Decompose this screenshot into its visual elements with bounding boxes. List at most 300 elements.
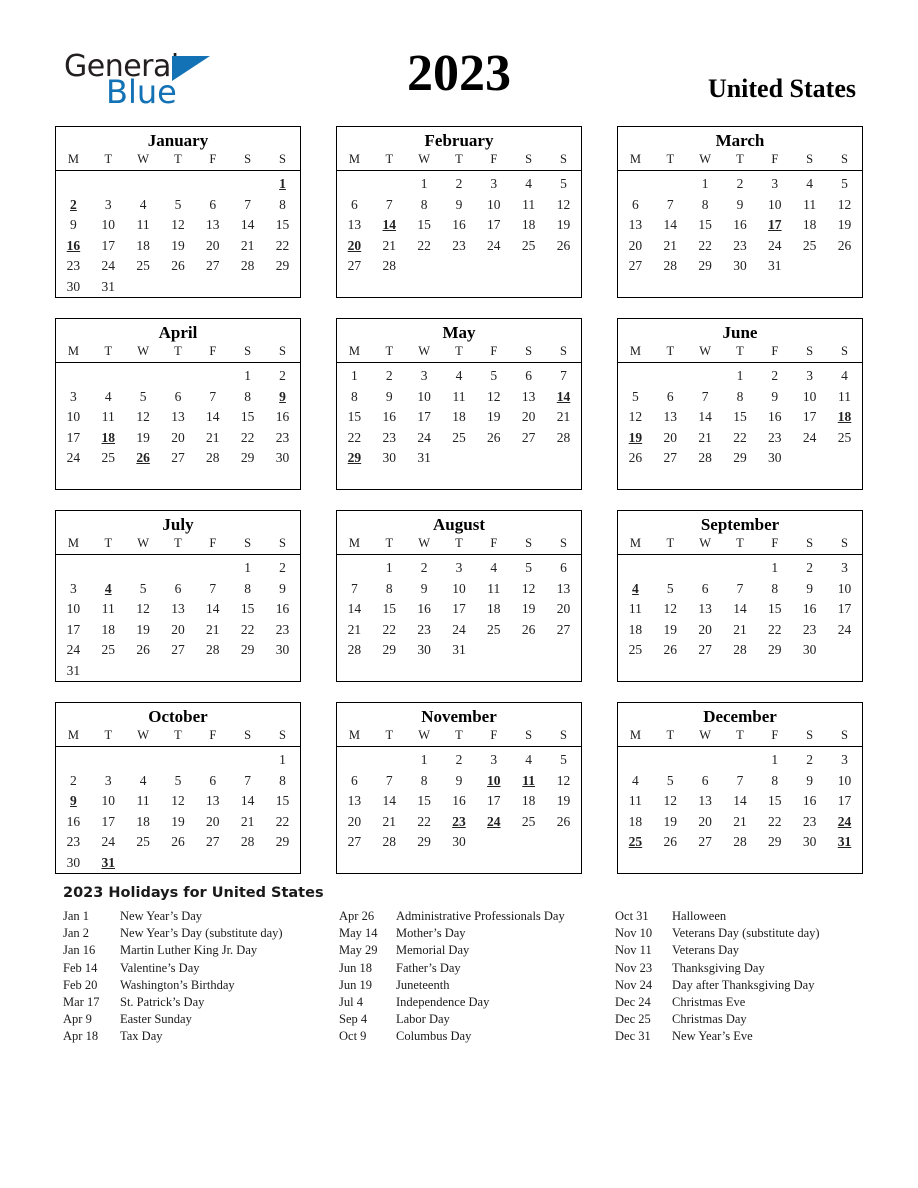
day-cell[interactable]: 5 <box>560 752 567 767</box>
month-block-january[interactable] <box>55 126 301 298</box>
day-cell-holiday[interactable]: 16 <box>66 237 81 253</box>
day-cell[interactable]: 23 <box>802 813 817 829</box>
day-cell[interactable]: 31 <box>417 450 431 465</box>
day-cell[interactable]: 14 <box>206 601 220 616</box>
day-cell[interactable]: 11 <box>838 388 852 404</box>
day-cell[interactable]: 28 <box>382 834 397 849</box>
day-cell[interactable]: 23 <box>66 258 81 273</box>
day-cell[interactable]: 4 <box>139 196 147 212</box>
day-cell[interactable]: 6 <box>560 560 567 575</box>
day-cell[interactable]: 29 <box>382 642 397 657</box>
day-cell[interactable]: 3 <box>841 560 848 575</box>
day-cell[interactable]: 5 <box>666 580 674 596</box>
day-cell[interactable]: 19 <box>171 237 185 253</box>
day-cell[interactable]: 1 <box>279 752 286 767</box>
day-cell[interactable]: 22 <box>768 621 782 637</box>
day-cell[interactable]: 6 <box>174 388 182 404</box>
day-cell[interactable]: 30 <box>417 642 431 657</box>
day-cell[interactable]: 11 <box>803 196 817 212</box>
day-cell[interactable]: 13 <box>556 580 571 596</box>
day-cell[interactable]: 7 <box>385 196 393 212</box>
day-cell[interactable]: 18 <box>521 793 536 808</box>
day-cell[interactable]: 26 <box>663 834 678 849</box>
day-cell[interactable]: 1 <box>771 560 779 575</box>
day-cell[interactable]: 12 <box>628 409 643 424</box>
day-cell[interactable]: 28 <box>240 834 255 849</box>
day-cell[interactable]: 24 <box>837 621 852 637</box>
day-cell[interactable]: 16 <box>733 217 747 232</box>
day-cell[interactable]: 2 <box>806 752 814 767</box>
month-block-december[interactable] <box>617 702 863 874</box>
day-cell[interactable]: 31 <box>768 258 782 273</box>
day-cell-holiday[interactable]: 18 <box>101 429 116 445</box>
day-cell[interactable]: 10 <box>101 217 116 232</box>
day-cell[interactable]: 8 <box>351 388 358 404</box>
day-cell[interactable]: 21 <box>206 621 220 637</box>
day-cell[interactable]: 12 <box>556 196 571 212</box>
day-cell[interactable]: 22 <box>240 429 255 445</box>
day-cell[interactable]: 29 <box>417 834 431 849</box>
day-cell[interactable]: 17 <box>802 409 817 424</box>
day-cell[interactable]: 12 <box>521 580 536 596</box>
day-cell[interactable]: 6 <box>632 196 639 212</box>
day-cell-holiday[interactable]: 23 <box>452 813 466 829</box>
day-cell[interactable]: 3 <box>806 368 814 383</box>
day-cell[interactable]: 4 <box>104 388 112 404</box>
day-cell[interactable]: 28 <box>733 642 747 657</box>
day-cell[interactable]: 2 <box>70 772 77 788</box>
day-cell[interactable]: 14 <box>663 217 678 232</box>
day-cell-holiday[interactable]: 10 <box>487 772 501 788</box>
day-cell[interactable]: 8 <box>701 196 709 212</box>
day-cell[interactable]: 5 <box>666 772 674 788</box>
day-cell-holiday[interactable]: 14 <box>382 217 397 232</box>
day-cell[interactable]: 11 <box>136 217 150 232</box>
day-cell[interactable]: 29 <box>768 834 782 849</box>
day-cell[interactable]: 24 <box>768 237 782 253</box>
day-cell[interactable]: 15 <box>240 601 255 616</box>
day-cell[interactable]: 26 <box>837 237 852 253</box>
day-cell[interactable]: 15 <box>347 409 362 424</box>
day-cell[interactable]: 23 <box>733 237 747 253</box>
day-cell-holiday[interactable]: 14 <box>556 388 571 404</box>
day-cell[interactable]: 7 <box>209 388 217 404</box>
day-cell[interactable]: 10 <box>837 772 852 788</box>
day-cell[interactable]: 3 <box>104 196 112 212</box>
day-cell[interactable]: 7 <box>736 580 744 596</box>
day-cell[interactable]: 24 <box>66 642 81 657</box>
day-cell[interactable]: 27 <box>206 834 220 849</box>
day-cell[interactable]: 23 <box>452 237 466 253</box>
day-cell[interactable]: 17 <box>66 621 81 637</box>
day-cell[interactable]: 6 <box>209 196 217 212</box>
day-cell[interactable]: 23 <box>275 429 290 445</box>
day-cell[interactable]: 1 <box>351 368 358 383</box>
day-cell[interactable]: 1 <box>420 176 428 191</box>
day-cell[interactable]: 27 <box>171 450 185 465</box>
day-cell[interactable]: 26 <box>487 429 501 445</box>
day-cell[interactable]: 22 <box>347 429 362 445</box>
day-cell[interactable]: 12 <box>136 409 150 424</box>
day-cell[interactable]: 26 <box>171 258 185 273</box>
day-cell[interactable]: 4 <box>525 176 533 191</box>
day-cell[interactable]: 30 <box>382 450 397 465</box>
day-cell[interactable]: 20 <box>663 429 678 445</box>
day-cell[interactable]: 16 <box>275 409 290 424</box>
day-cell[interactable]: 8 <box>420 772 428 788</box>
day-cell[interactable]: 30 <box>275 450 290 465</box>
day-cell[interactable]: 25 <box>837 429 852 445</box>
day-cell-holiday[interactable]: 20 <box>347 237 362 253</box>
day-cell[interactable]: 17 <box>66 429 81 445</box>
day-cell[interactable]: 13 <box>698 793 712 808</box>
day-cell[interactable]: 5 <box>174 772 182 788</box>
day-cell[interactable]: 10 <box>452 580 466 596</box>
day-cell[interactable]: 23 <box>382 429 397 445</box>
day-cell[interactable]: 21 <box>382 813 397 829</box>
day-cell[interactable]: 30 <box>275 642 290 657</box>
day-cell[interactable]: 12 <box>487 388 501 404</box>
day-cell[interactable]: 4 <box>455 368 463 383</box>
day-cell[interactable]: 16 <box>66 813 81 829</box>
day-cell[interactable]: 23 <box>275 621 290 637</box>
day-cell[interactable]: 7 <box>244 772 252 788</box>
day-cell[interactable]: 7 <box>351 580 358 596</box>
day-cell[interactable]: 6 <box>525 368 533 383</box>
day-cell[interactable]: 7 <box>666 196 674 212</box>
day-cell[interactable]: 28 <box>206 450 220 465</box>
day-cell[interactable]: 19 <box>556 793 571 808</box>
day-cell[interactable]: 28 <box>556 429 571 445</box>
day-cell[interactable]: 9 <box>771 388 779 404</box>
day-cell-holiday[interactable]: 11 <box>522 772 536 788</box>
day-cell[interactable]: 1 <box>244 368 252 383</box>
day-cell[interactable]: 7 <box>560 368 567 383</box>
day-cell[interactable]: 30 <box>66 854 81 870</box>
day-cell[interactable]: 23 <box>417 621 431 637</box>
day-cell[interactable]: 13 <box>347 793 362 808</box>
day-cell-holiday[interactable]: 4 <box>104 580 112 596</box>
day-cell[interactable]: 25 <box>101 450 116 465</box>
day-cell[interactable]: 15 <box>275 793 290 808</box>
day-cell[interactable]: 20 <box>628 237 643 253</box>
day-cell[interactable]: 24 <box>101 834 116 849</box>
day-cell[interactable]: 29 <box>768 642 782 657</box>
day-cell[interactable]: 25 <box>136 258 150 273</box>
day-cell[interactable]: 6 <box>701 772 709 788</box>
day-cell[interactable]: 2 <box>455 176 463 191</box>
day-cell[interactable]: 15 <box>240 409 255 424</box>
day-cell[interactable]: 23 <box>66 834 81 849</box>
day-cell[interactable]: 12 <box>171 217 185 232</box>
day-cell[interactable]: 10 <box>837 580 852 596</box>
day-cell[interactable]: 4 <box>525 752 533 767</box>
day-cell[interactable]: 10 <box>66 601 81 616</box>
day-cell[interactable]: 5 <box>560 176 567 191</box>
day-cell[interactable]: 7 <box>736 772 744 788</box>
day-cell[interactable]: 19 <box>136 621 150 637</box>
day-cell[interactable]: 25 <box>101 642 116 657</box>
day-cell[interactable]: 21 <box>663 237 678 253</box>
day-cell[interactable]: 24 <box>452 621 466 637</box>
day-cell[interactable]: 28 <box>733 834 747 849</box>
day-cell[interactable]: 24 <box>487 237 501 253</box>
day-cell[interactable]: 27 <box>663 450 678 465</box>
day-cell[interactable]: 30 <box>66 278 81 294</box>
day-cell[interactable]: 11 <box>101 601 115 616</box>
day-cell[interactable]: 11 <box>136 793 150 808</box>
day-cell[interactable]: 24 <box>417 429 431 445</box>
day-cell[interactable]: 16 <box>452 217 466 232</box>
day-cell[interactable]: 21 <box>240 237 255 253</box>
day-cell[interactable]: 8 <box>736 388 744 404</box>
day-cell[interactable]: 29 <box>240 642 255 657</box>
day-cell[interactable]: 7 <box>244 196 252 212</box>
day-cell[interactable]: 5 <box>632 388 639 404</box>
day-cell[interactable]: 15 <box>768 793 782 808</box>
day-cell[interactable]: 16 <box>768 409 782 424</box>
day-cell[interactable]: 18 <box>101 621 116 637</box>
day-cell-holiday[interactable]: 31 <box>837 834 852 849</box>
day-cell[interactable]: 29 <box>240 450 255 465</box>
day-cell[interactable]: 14 <box>733 601 747 616</box>
day-cell-holiday[interactable]: 1 <box>279 176 286 191</box>
day-cell[interactable]: 5 <box>490 368 498 383</box>
day-cell[interactable]: 16 <box>382 409 397 424</box>
day-cell[interactable]: 23 <box>768 429 782 445</box>
day-cell[interactable]: 6 <box>351 772 358 788</box>
day-cell[interactable]: 15 <box>698 217 712 232</box>
day-cell[interactable]: 1 <box>244 560 252 575</box>
day-cell[interactable]: 2 <box>806 560 814 575</box>
day-cell[interactable]: 8 <box>771 580 779 596</box>
day-cell[interactable]: 10 <box>66 409 81 424</box>
day-cell-holiday[interactable]: 18 <box>837 409 852 424</box>
day-cell[interactable]: 15 <box>417 793 431 808</box>
day-cell[interactable]: 3 <box>771 176 779 191</box>
day-cell[interactable]: 17 <box>417 409 431 424</box>
day-cell[interactable]: 28 <box>698 450 712 465</box>
day-cell-holiday[interactable]: 25 <box>628 834 643 849</box>
day-cell[interactable]: 13 <box>171 409 185 424</box>
day-cell-holiday[interactable]: 9 <box>70 793 77 808</box>
day-cell[interactable]: 18 <box>802 217 817 232</box>
day-cell[interactable]: 27 <box>556 621 571 637</box>
day-cell[interactable]: 1 <box>736 368 744 383</box>
day-cell[interactable]: 17 <box>487 793 501 808</box>
day-cell[interactable]: 26 <box>628 450 643 465</box>
day-cell[interactable]: 2 <box>385 368 393 383</box>
day-cell[interactable]: 26 <box>556 813 571 829</box>
day-cell[interactable]: 22 <box>417 237 431 253</box>
day-cell[interactable]: 21 <box>206 429 220 445</box>
day-cell[interactable]: 24 <box>802 429 817 445</box>
month-block-may[interactable] <box>336 318 582 490</box>
day-cell[interactable]: 22 <box>698 237 712 253</box>
day-cell[interactable]: 26 <box>663 642 678 657</box>
day-cell[interactable]: 28 <box>206 642 220 657</box>
day-cell[interactable]: 5 <box>139 388 147 404</box>
day-cell[interactable]: 26 <box>521 621 536 637</box>
day-cell[interactable]: 4 <box>139 772 147 788</box>
day-cell[interactable]: 3 <box>490 752 498 767</box>
day-cell[interactable]: 8 <box>279 196 286 212</box>
day-cell[interactable]: 9 <box>385 388 393 404</box>
day-cell[interactable]: 15 <box>275 217 290 232</box>
day-cell[interactable]: 22 <box>768 813 782 829</box>
day-cell[interactable]: 12 <box>171 793 185 808</box>
day-cell[interactable]: 31 <box>452 642 466 657</box>
day-cell[interactable]: 13 <box>628 217 643 232</box>
day-cell[interactable]: 30 <box>733 258 747 273</box>
day-cell-holiday[interactable]: 29 <box>347 450 362 465</box>
day-cell[interactable]: 14 <box>733 793 747 808</box>
day-cell[interactable]: 12 <box>663 793 678 808</box>
day-cell[interactable]: 18 <box>521 217 536 232</box>
day-cell[interactable]: 2 <box>736 176 744 191</box>
day-cell[interactable]: 11 <box>487 580 501 596</box>
day-cell[interactable]: 27 <box>206 258 220 273</box>
day-cell[interactable]: 19 <box>663 813 678 829</box>
day-cell[interactable]: 18 <box>628 621 643 637</box>
day-cell[interactable]: 14 <box>206 409 220 424</box>
day-cell-holiday[interactable]: 24 <box>487 813 501 829</box>
day-cell[interactable]: 25 <box>521 813 536 829</box>
day-cell[interactable]: 8 <box>244 580 252 596</box>
day-cell[interactable]: 12 <box>837 196 852 212</box>
day-cell[interactable]: 4 <box>841 368 848 383</box>
day-cell[interactable]: 14 <box>698 409 712 424</box>
day-cell[interactable]: 18 <box>452 409 466 424</box>
day-cell[interactable]: 15 <box>733 409 747 424</box>
day-cell[interactable]: 2 <box>455 752 463 767</box>
day-cell[interactable]: 13 <box>698 601 712 616</box>
day-cell[interactable]: 3 <box>420 368 428 383</box>
day-cell[interactable]: 13 <box>206 793 220 808</box>
month-block-march[interactable] <box>617 126 863 298</box>
day-cell[interactable]: 3 <box>455 560 463 575</box>
day-cell[interactable]: 3 <box>490 176 498 191</box>
day-cell[interactable]: 19 <box>487 409 501 424</box>
day-cell[interactable]: 10 <box>101 793 116 808</box>
day-cell[interactable]: 12 <box>136 601 150 616</box>
day-cell[interactable]: 8 <box>244 388 252 404</box>
day-cell[interactable]: 24 <box>101 258 116 273</box>
month-block-october[interactable] <box>55 702 301 874</box>
month-block-november[interactable] <box>336 702 582 874</box>
day-cell[interactable]: 6 <box>666 388 674 404</box>
day-cell[interactable]: 6 <box>351 196 358 212</box>
day-cell[interactable]: 17 <box>101 813 116 829</box>
day-cell[interactable]: 5 <box>174 196 182 212</box>
day-cell[interactable]: 23 <box>802 621 817 637</box>
day-cell[interactable]: 1 <box>701 176 709 191</box>
day-cell[interactable]: 19 <box>837 217 852 232</box>
day-cell[interactable]: 3 <box>841 752 848 767</box>
day-cell[interactable]: 20 <box>206 237 220 253</box>
day-cell[interactable]: 17 <box>101 237 116 253</box>
day-cell[interactable]: 9 <box>806 580 814 596</box>
day-cell[interactable]: 29 <box>733 450 747 465</box>
day-cell[interactable]: 11 <box>522 196 536 212</box>
day-cell[interactable]: 1 <box>420 752 428 767</box>
day-cell-holiday[interactable]: 26 <box>136 450 150 465</box>
day-cell[interactable]: 4 <box>490 560 498 575</box>
day-cell[interactable]: 22 <box>240 621 255 637</box>
day-cell[interactable]: 12 <box>556 772 571 788</box>
day-cell[interactable]: 25 <box>452 429 466 445</box>
day-cell[interactable]: 12 <box>663 601 678 616</box>
day-cell[interactable]: 20 <box>556 601 571 616</box>
day-cell[interactable]: 9 <box>455 772 463 788</box>
day-cell-holiday[interactable]: 17 <box>768 217 782 232</box>
day-cell[interactable]: 7 <box>209 580 217 596</box>
day-cell[interactable]: 13 <box>347 217 362 232</box>
day-cell[interactable]: 19 <box>556 217 571 232</box>
day-cell[interactable]: 6 <box>701 580 709 596</box>
day-cell[interactable]: 22 <box>275 237 290 253</box>
day-cell[interactable]: 22 <box>275 813 290 829</box>
day-cell[interactable]: 3 <box>70 580 77 596</box>
day-cell-holiday[interactable]: 31 <box>101 854 116 870</box>
day-cell[interactable]: 18 <box>136 813 150 829</box>
day-cell[interactable]: 16 <box>802 793 817 808</box>
day-cell[interactable]: 13 <box>663 409 678 424</box>
day-cell[interactable]: 22 <box>417 813 431 829</box>
day-cell[interactable]: 9 <box>736 196 744 212</box>
day-cell[interactable]: 10 <box>768 196 782 212</box>
month-block-february[interactable] <box>336 126 582 298</box>
day-cell[interactable]: 4 <box>806 176 814 191</box>
day-cell[interactable]: 5 <box>525 560 533 575</box>
day-cell[interactable]: 27 <box>698 642 712 657</box>
day-cell[interactable]: 3 <box>70 388 77 404</box>
day-cell[interactable]: 20 <box>347 813 362 829</box>
day-cell[interactable]: 17 <box>452 601 466 616</box>
day-cell[interactable]: 28 <box>240 258 255 273</box>
day-cell[interactable]: 8 <box>771 772 779 788</box>
day-cell[interactable]: 11 <box>452 388 466 404</box>
day-cell[interactable]: 7 <box>385 772 393 788</box>
day-cell[interactable]: 21 <box>698 429 712 445</box>
day-cell[interactable]: 26 <box>136 642 150 657</box>
day-cell[interactable]: 21 <box>733 621 747 637</box>
day-cell[interactable]: 27 <box>521 429 536 445</box>
day-cell[interactable]: 30 <box>768 450 782 465</box>
day-cell[interactable]: 10 <box>417 388 431 404</box>
day-cell[interactable]: 19 <box>521 601 536 616</box>
day-cell[interactable]: 21 <box>382 237 397 253</box>
day-cell[interactable]: 27 <box>347 834 362 849</box>
day-cell[interactable]: 6 <box>209 772 217 788</box>
day-cell[interactable]: 7 <box>701 388 709 404</box>
day-cell[interactable]: 22 <box>382 621 397 637</box>
day-cell[interactable]: 25 <box>628 642 643 657</box>
day-cell[interactable]: 1 <box>385 560 393 575</box>
day-cell[interactable]: 26 <box>556 237 571 253</box>
day-cell[interactable]: 25 <box>487 621 501 637</box>
day-cell[interactable]: 20 <box>171 621 185 637</box>
month-block-august[interactable] <box>336 510 582 682</box>
day-cell[interactable]: 10 <box>487 196 501 212</box>
day-cell[interactable]: 15 <box>768 601 782 616</box>
day-cell[interactable]: 29 <box>275 834 290 849</box>
day-cell[interactable]: 25 <box>136 834 150 849</box>
day-cell-holiday[interactable]: 24 <box>837 813 852 829</box>
day-cell[interactable]: 5 <box>841 176 848 191</box>
day-cell[interactable]: 2 <box>279 368 286 383</box>
day-cell[interactable]: 2 <box>420 560 428 575</box>
